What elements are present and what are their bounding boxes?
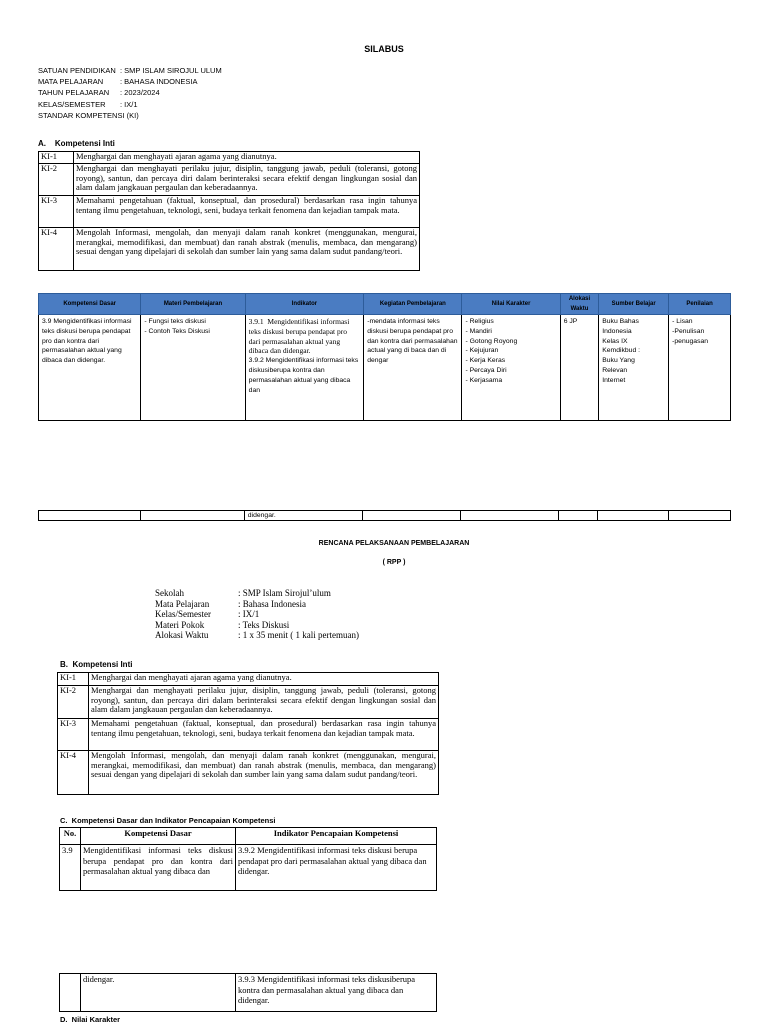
syllabus-table bbox=[38, 293, 731, 421]
section-title: Nilai Karakter bbox=[71, 1015, 121, 1024]
rpp-info-row bbox=[155, 630, 359, 641]
kd-cell: 3.9 Mengidentifikasi informasi teks diskusi berupa pendapat pro dan kontra dari permasalahan aktual yang dibaca dan didengar. bbox=[39, 315, 141, 421]
col-header: Sumber Belajar bbox=[599, 294, 669, 315]
ki-text: Menghargai dan menghayati perilaku jujur, disiplin, tanggung jawab, peduli (toleransi, gotong royong), santun, dan percaya diri dalam berinteraksi secara efektif dengan lingkungan sosial dan alam dalam jangkauan pergaulan dan keberadaannya. bbox=[89, 686, 439, 719]
empty-cell bbox=[668, 511, 730, 521]
ki-code: KI-3 bbox=[39, 196, 74, 228]
rpp-info-row bbox=[155, 588, 359, 599]
ki-code: KI-2 bbox=[39, 164, 74, 196]
empty-cell bbox=[60, 974, 81, 1012]
info-row bbox=[38, 88, 160, 97]
kd-text: Mengidentifikasi informasi teks diskusi berupa pendapat pro dan kontra dari permasalahan aktual yang dibaca dan bbox=[81, 845, 236, 891]
indikator-text: Mengidentifikasi informasi teks diskusi berupa pendapat pro dari permasalahan aktual yang dibaca dan didengar. bbox=[238, 845, 427, 876]
empty-cell bbox=[39, 511, 141, 521]
rpp-info-label: Materi Pokok bbox=[155, 619, 205, 630]
ki-code: KI-2 bbox=[58, 686, 89, 719]
ki-row bbox=[58, 719, 439, 751]
rpp-info-label: Sekolah bbox=[155, 588, 184, 598]
kompetensi-inti-table bbox=[38, 151, 420, 271]
nilai-item: - Percaya Diri bbox=[465, 366, 507, 374]
kd-continuation-row bbox=[60, 974, 437, 1012]
col-header: Materi Pembelajaran bbox=[141, 294, 245, 315]
penilaian-item: -Penulisan bbox=[672, 327, 705, 335]
ki-text: Memahami pengetahuan (faktual, konseptual, dan prosedural) berdasarkan rasa ingin tahunya tentang ilmu pengetahuan, teknologi, seni, budaya terkait fenomena dan kejadian tampak mata. bbox=[74, 196, 420, 228]
ki-text: Mengolah Informasi, mengolah, dan menyaji dalam ranah konkret (menggunakan, mengurai, merangkai, memodifikasi, dan membuat) dan ranah abstrak (menulis, membaca, dan mengarang) sesuai dengan yang dipelajari di sekolah dan sumber lain yang sama dalam sudut pandang/teori. bbox=[74, 228, 420, 271]
kd-indikator-table bbox=[59, 827, 437, 891]
kd-no: 3.9 bbox=[60, 845, 81, 891]
rpp-info-row bbox=[155, 599, 359, 610]
kd-indikator-continued bbox=[236, 974, 437, 1012]
ki-text: Memahami pengetahuan (faktual, konseptual, dan prosedural) berdasarkan rasa ingin tahunya tentang ilmu pengetahuan, teknologi, seni, budaya terkait fenomena dan kejadian tampak mata. bbox=[89, 719, 439, 751]
info-row bbox=[38, 100, 138, 109]
rpp-info-value: : 1 x 35 menit ( 1 kali pertemuan) bbox=[238, 630, 359, 640]
indikator-num: 3.9.3 bbox=[238, 974, 255, 984]
col-header: Nilai Karakter bbox=[462, 294, 560, 315]
kegiatan-cell: -mendata informasi teks diskusi berupa pendapat pro dan kontra dari permasalahan actual yang di baca dan di dengar bbox=[364, 315, 462, 421]
sumber-cell bbox=[599, 315, 669, 421]
rpp-info-label: Alokasi Waktu bbox=[155, 630, 209, 640]
section-letter: D. bbox=[60, 1015, 68, 1024]
indikator-2: 3.9.2 Mengidentifikasi informasi teks diskusiberupa kontra dan permasalahan aktual yang dibaca dan bbox=[248, 357, 359, 394]
indikator-num: 3.9.2 bbox=[238, 845, 255, 855]
rpp-info-label: Mata Pelajaran bbox=[155, 598, 210, 609]
ki-row bbox=[39, 152, 420, 164]
info-label: SATUAN PENDIDIKAN bbox=[38, 66, 116, 75]
sumber-item: Buku Yang bbox=[602, 357, 635, 365]
section-letter: C. bbox=[60, 816, 68, 825]
materi-item: - Contoh Teks Diskusi bbox=[144, 327, 210, 335]
kd-row bbox=[60, 845, 437, 891]
penilaian-item: - Lisan bbox=[672, 318, 693, 325]
info-row bbox=[38, 77, 198, 86]
section-title: Kompetensi Dasar dan Indikator Pencapaian Kompetensi bbox=[71, 816, 276, 825]
ki-code: KI-4 bbox=[58, 751, 89, 795]
col-header: Indikator bbox=[245, 294, 364, 315]
alokasi-cell: 6 JP bbox=[560, 315, 599, 421]
syllabus-continuation-table bbox=[38, 510, 731, 521]
nilai-cell bbox=[462, 315, 560, 421]
penilaian-item: -penugasan bbox=[672, 337, 709, 345]
empty-cell bbox=[598, 511, 668, 521]
penilaian-cell bbox=[669, 315, 731, 421]
info-value: : IX/1 bbox=[120, 100, 138, 109]
rpp-info-value: : IX/1 bbox=[238, 609, 260, 619]
materi-item: - Fungsi teks diskusi bbox=[144, 318, 206, 325]
ki-row bbox=[39, 164, 420, 196]
kd-continued: didengar. bbox=[81, 974, 236, 1012]
sumber-item: Indonesia bbox=[602, 327, 632, 335]
section-b-heading bbox=[60, 660, 132, 669]
info-row bbox=[38, 66, 222, 75]
kd-header-row bbox=[60, 828, 437, 845]
kd-continuation-table bbox=[59, 973, 437, 1012]
ki-text: Menghargai dan menghayati ajaran agama yang dianutnya. bbox=[74, 152, 420, 164]
section-c-heading bbox=[60, 816, 275, 825]
sumber-item: Kemdikbud : bbox=[602, 347, 641, 355]
col-header: Indikator Pencapaian Kompetensi bbox=[236, 828, 437, 845]
ki-code: KI-3 bbox=[58, 719, 89, 751]
col-header: Kegiatan Pembelajaran bbox=[364, 294, 462, 315]
section-title: Kompetensi Inti bbox=[54, 139, 115, 148]
section-letter: B. bbox=[60, 660, 68, 669]
section-a-heading bbox=[38, 139, 115, 148]
rpp-info-value: : Teks Diskusi bbox=[238, 619, 290, 630]
col-header: Kompetensi Dasar bbox=[81, 828, 236, 845]
ki-text: Menghargai dan menghayati ajaran agama yang dianutnya. bbox=[89, 673, 439, 686]
ki-row bbox=[58, 751, 439, 795]
info-label: TAHUN PELAJARAN bbox=[38, 88, 110, 97]
empty-cell bbox=[460, 511, 558, 521]
rpp-title: RENCANA PELAKSANAAN PEMBELAJARAN bbox=[318, 540, 470, 547]
ki-code: KI-1 bbox=[39, 152, 74, 164]
sumber-item: Kelas IX bbox=[602, 337, 628, 345]
info-row bbox=[38, 111, 139, 120]
kd-indikator bbox=[236, 845, 437, 891]
sumber-item: Internet bbox=[602, 376, 626, 384]
ki-row bbox=[39, 228, 420, 271]
materi-cell bbox=[141, 315, 245, 421]
nilai-item: - Kejujuran bbox=[465, 347, 499, 355]
syllabus-row bbox=[39, 315, 731, 421]
section-d-heading bbox=[60, 1015, 120, 1024]
ki-row bbox=[39, 196, 420, 228]
info-value: : BAHASA INDONESIA bbox=[120, 77, 198, 86]
info-value: : SMP ISLAM SIROJUL ULUM bbox=[120, 66, 222, 75]
rpp-info-label: Kelas/Semester bbox=[155, 609, 211, 619]
nilai-item: - Gotong Royong bbox=[465, 337, 518, 345]
rpp-info-row bbox=[155, 609, 359, 620]
indikator-cell bbox=[245, 315, 364, 421]
syllabus-continuation-row bbox=[39, 511, 731, 521]
rpp-info-value: : SMP Islam Sirojul’ulum bbox=[238, 588, 331, 598]
ki-text: Menghargai dan menghayati perilaku jujur, disiplin, tanggung jawab, peduli (toleransi, gotong royong), santun, dan percaya diri dalam berinteraksi secara efektif dengan lingkungan sosial dan alam dalam jangkauan pergaulan dan keberadaannya. bbox=[74, 164, 420, 196]
indikator-text: Mengidentifikasi informasi teks diskusi berupa pendapat pro dari permasalahan aktual yang dibaca dan didengar. bbox=[248, 317, 350, 356]
ki-code: KI-1 bbox=[58, 673, 89, 686]
indikator-num: 3.9.1 bbox=[248, 317, 264, 326]
empty-cell bbox=[558, 511, 598, 521]
nilai-item: - Mandiri bbox=[465, 327, 492, 335]
col-header: Kompetensi Dasar bbox=[39, 294, 141, 315]
nilai-item: - Kerjasama bbox=[465, 376, 503, 384]
syllabus-header-row bbox=[39, 294, 731, 315]
kompetensi-inti-table-rpp bbox=[57, 672, 439, 795]
empty-cell bbox=[362, 511, 460, 521]
col-header: No. bbox=[60, 828, 81, 845]
indikator-text: Mengidentifikasi informasi teks diskusiberupa kontra dan permasalahan aktual yang dibaca dan didengar. bbox=[238, 974, 416, 1005]
info-label: MATA PELAJARAN bbox=[38, 77, 104, 86]
rpp-info-value: : Bahasa Indonesia bbox=[238, 598, 306, 609]
indikator-continued: didengar. bbox=[244, 511, 362, 521]
nilai-item: - Religius bbox=[465, 318, 494, 325]
indikator-1 bbox=[249, 317, 361, 356]
empty-cell bbox=[140, 511, 244, 521]
ki-text: Mengolah Informasi, mengolah, dan menyaji dalam ranah konkret (menggunakan, mengurai, merangkai, memodifikasi, dan membuat) dan ranah abstrak (menulis, membaca, dan mengarang) sesuai dengan yang dipelajari di sekolah dan sumber lain yang sama dalam sudut pandang/teori. bbox=[89, 751, 439, 795]
rpp-info-row bbox=[155, 620, 359, 631]
rpp-info bbox=[155, 588, 359, 641]
nilai-item: - Kerja Keras bbox=[465, 357, 506, 365]
info-value: : 2023/2024 bbox=[120, 88, 160, 97]
info-label: STANDAR KOMPETENSI (KI) bbox=[38, 111, 139, 120]
document-title: SILABUS bbox=[364, 44, 404, 54]
section-title: Kompetensi Inti bbox=[72, 660, 133, 669]
col-header: Alokasi Waktu bbox=[560, 294, 599, 315]
ki-row bbox=[58, 686, 439, 719]
sumber-item: Buku Bahas bbox=[602, 318, 639, 325]
info-label: KELAS/SEMESTER bbox=[38, 100, 106, 109]
rpp-subtitle: ( RPP ) bbox=[382, 559, 406, 566]
sumber-item: Relevan bbox=[602, 366, 628, 374]
ki-row bbox=[58, 673, 439, 686]
col-header: Penilaian bbox=[669, 294, 731, 315]
ki-code: KI-4 bbox=[39, 228, 74, 271]
section-letter: A. bbox=[38, 139, 46, 148]
